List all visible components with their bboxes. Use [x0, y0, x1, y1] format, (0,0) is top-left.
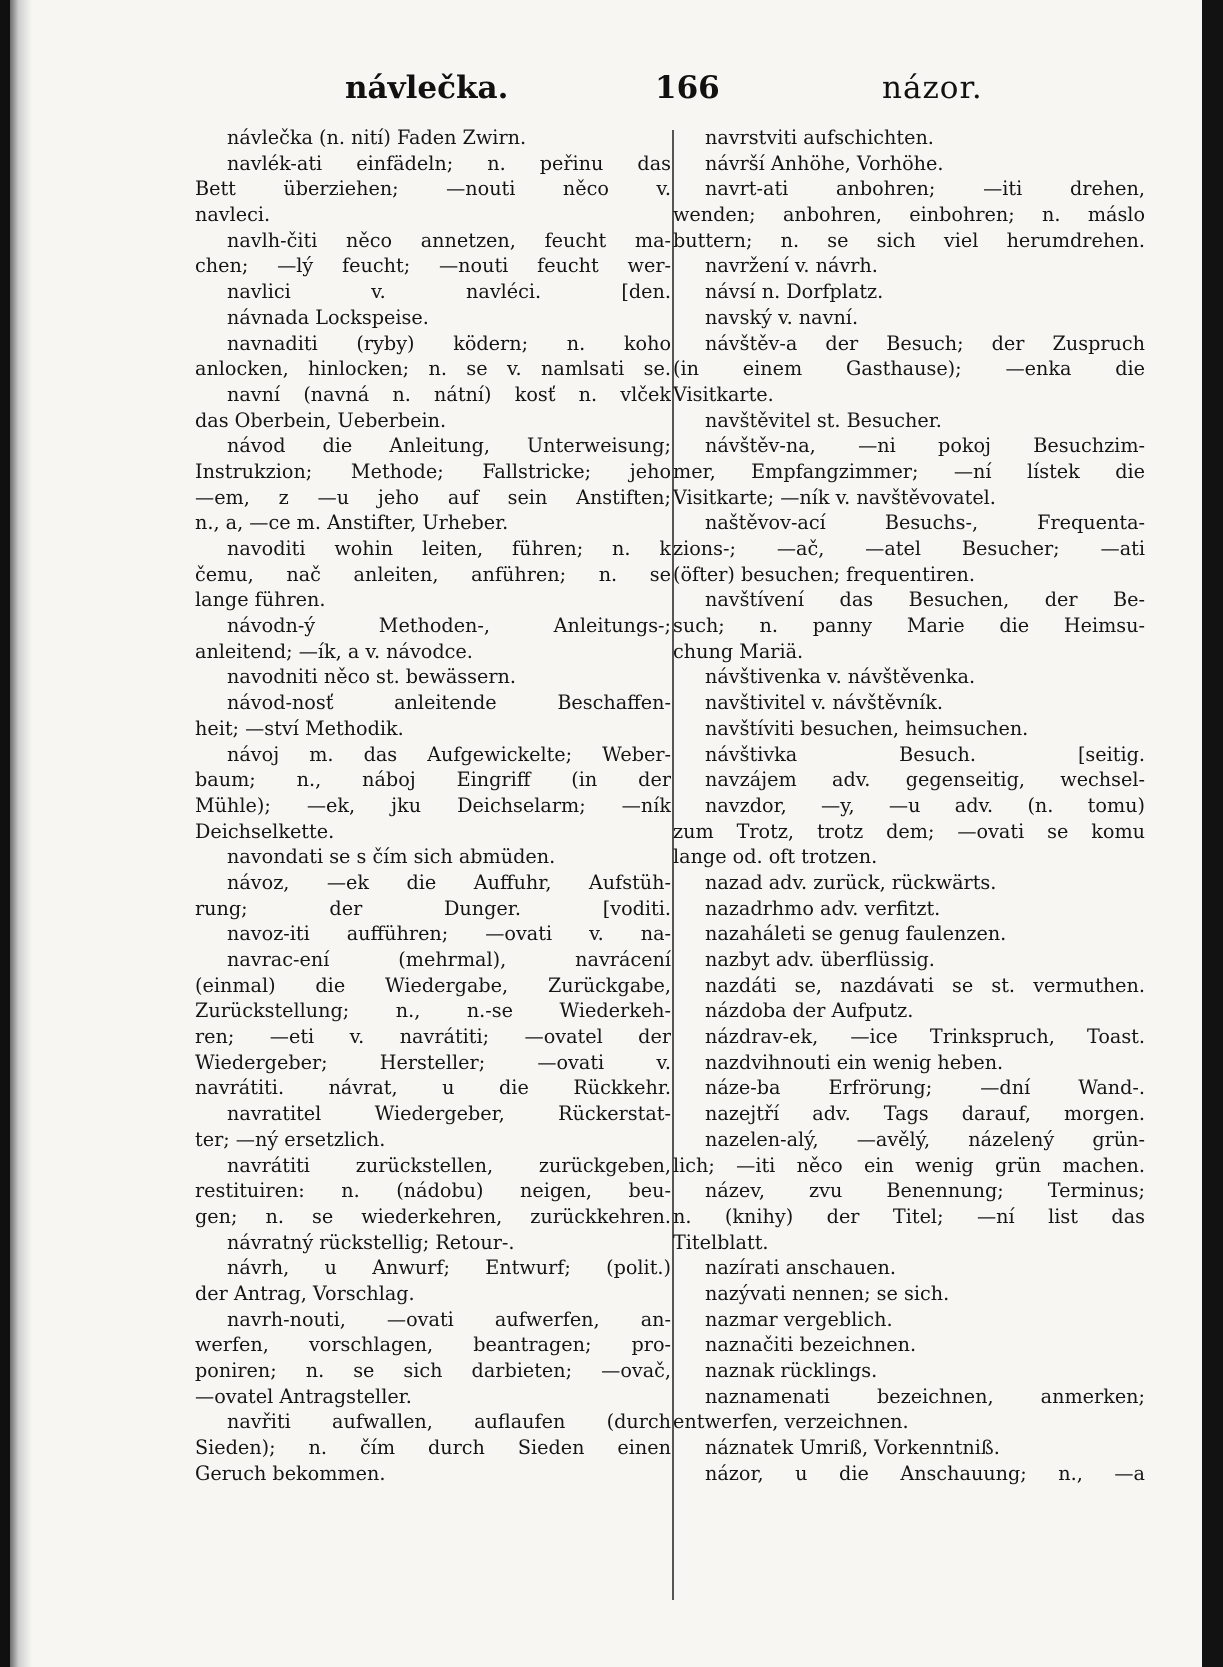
- entry-line: (einmal) die Wiedergabe, Zurückgabe,: [195, 973, 671, 997]
- entry-line: restituiren: n. (nádobu) neigen, beu-: [195, 1179, 671, 1203]
- entry-line: naznačiti bezeichnen.: [705, 1333, 917, 1357]
- entry-line: návrší Anhöhe, Vorhöhe.: [705, 151, 944, 175]
- entry-line: Visitkarte.: [673, 382, 774, 406]
- entry-line: Zurückstellung; n., n.-se Wiederkeh-: [195, 999, 671, 1023]
- entry-line: rung; der Dunger. [voditi.: [195, 896, 671, 920]
- entry-line: der Antrag, Vorschlag.: [195, 1281, 415, 1305]
- running-header: [10, 70, 1223, 110]
- entry-line: návnada Lockspeise.: [227, 305, 429, 329]
- entry-line: naštěvov-ací Besuchs-, Frequenta-: [705, 511, 1145, 535]
- entry-line: nazejtří adv. Tags darauf, morgen.: [705, 1102, 1145, 1126]
- entry-line: poniren; n. se sich darbieten; —ovač,: [195, 1359, 671, 1382]
- entry-line: navzdor, —y, —u adv. (n. tomu): [705, 793, 1145, 817]
- entry-line: Deichselkette.: [195, 819, 335, 843]
- entry-line: nazadrhmo adv. verfitzt.: [705, 896, 941, 920]
- entry-line: n. (knihy) der Titel; —ní list das: [673, 1204, 1145, 1228]
- entry-line: navrh-nouti, —ovati aufwerfen, an-: [227, 1307, 671, 1331]
- entry-line: n., a, —ce m. Anstifter, Urheber.: [195, 511, 509, 535]
- entry-line: návštěv-na, —ni pokoj Besuchzim-: [705, 434, 1145, 458]
- entry-line: Sieden); n. čím durch Sieden einen: [195, 1436, 671, 1460]
- entry-line: Geruch bekommen.: [195, 1461, 386, 1485]
- entry-line: navzájem adv. gegenseitig, wechsel-: [705, 768, 1145, 792]
- entry-line: navlici v. navléci. [den.: [227, 280, 671, 304]
- header-right-guide-word: názor.: [882, 70, 983, 106]
- entry-line: návodn-ý Methoden-, Anleitungs-;: [227, 614, 671, 638]
- entry-line: navoz-iti aufführen; —ovati v. na-: [227, 922, 671, 946]
- entry-line: lange führen.: [195, 588, 326, 612]
- entry-line: názdrav-ek, —ice Trinkspruch, Toast.: [705, 1025, 1145, 1049]
- entry-line: Bett überziehen; —nouti něco v.: [195, 177, 671, 201]
- entry-line: navrstviti aufschichten.: [705, 126, 934, 149]
- entry-line: ter; —ný ersetzlich.: [195, 1127, 386, 1151]
- entry-line: čemu, nač anleiten, anführen; n. se: [195, 562, 671, 586]
- entry-line: navratitel Wiedergeber, Rückerstat-: [227, 1102, 671, 1126]
- entry-line: (in einem Gasthause); —enka die: [673, 357, 1145, 381]
- entry-line: náznatek Umriß, Vorkenntniß.: [705, 1436, 1000, 1460]
- entry-line: navnaditi (ryby) ködern; n. koho: [227, 331, 671, 355]
- entry-line: heit; —ství Methodik.: [195, 716, 404, 740]
- entry-line: návoz, —ek die Auffuhr, Aufstüh-: [227, 870, 671, 894]
- entry-line: nazmar vergeblich.: [705, 1307, 893, 1331]
- entry-line: navní (navná n. nátní) kosť n. vlček: [227, 382, 671, 406]
- entry-line: Wiedergeber; Hersteller; —ovati v.: [195, 1050, 671, 1074]
- entry-line: anlocken, hinlocken; n. se v. namlsati se.: [195, 357, 671, 381]
- entry-line: navržení v. návrh.: [705, 254, 878, 278]
- entry-line: návoj m. das Aufgewickelte; Weber-: [227, 742, 671, 766]
- entry-line: mer, Empfangzimmer; —ní lístek die: [673, 459, 1145, 483]
- entry-line: návštivenka v. návštěvenka.: [705, 665, 976, 689]
- entry-line: naznak rücklings.: [705, 1359, 878, 1382]
- entry-line: Instrukzion; Methode; Fallstricke; jeho: [195, 459, 671, 483]
- entry-line: navštíviti besuchen, heimsuchen.: [705, 716, 1029, 740]
- header-left-guide-word: návlečka.: [345, 70, 509, 106]
- entry-line: návsí n. Dorfplatz.: [705, 280, 884, 304]
- entry-line: Mühle); —ek, jku Deichselarm; —ník: [195, 793, 671, 817]
- entry-line: zum Trotz, trotz dem; —ovati se komu: [673, 819, 1145, 843]
- entry-line: náze-ba Erfrörung; —dní Wand-.: [705, 1076, 1145, 1100]
- entry-line: návod die Anleitung, Unterweisung;: [227, 434, 671, 458]
- entry-line: das Oberbein, Ueberbein.: [195, 408, 447, 432]
- entry-line: ren; —eti v. navrátiti; —ovatel der: [195, 1025, 671, 1049]
- entry-line: navlék-ati einfädeln; n. peřinu das: [227, 151, 671, 175]
- entry-line: nazelen-alý, —avělý, názelený grün-: [705, 1127, 1145, 1151]
- entry-line: naznamenati bezeichnen, anmerken;: [705, 1384, 1145, 1408]
- entry-line: navský v. navní.: [705, 305, 859, 329]
- entry-line: entwerfen, verzeichnen.: [673, 1410, 909, 1434]
- entry-line: navleci.: [195, 203, 271, 227]
- entry-line: lich; —iti něco ein wenig grün machen.: [673, 1153, 1145, 1177]
- page-number: 166: [655, 70, 720, 106]
- dictionary-page: [10, 0, 1202, 1667]
- entry-line: (öfter) besuchen; frequentiren.: [673, 562, 975, 586]
- entry-line: navštěvitel st. Besucher.: [705, 408, 942, 432]
- entry-line: navrátiti. návrat, u die Rückkehr.: [195, 1076, 671, 1100]
- entry-line: anleitend; —ík, a v. návodce.: [195, 639, 473, 663]
- entry-line: název, zvu Benennung; Terminus;: [705, 1179, 1145, 1203]
- entry-line: názor, u die Anschauung; n., —a: [705, 1461, 1145, 1485]
- entry-line: Titelblatt.: [673, 1230, 769, 1254]
- entry-line: —ovatel Antragsteller.: [195, 1384, 412, 1408]
- entry-line: navondati se s čím sich abmüden.: [227, 845, 556, 869]
- entry-line: baum; n., náboj Eingriff (in der: [195, 768, 671, 792]
- entry-line: navřiti aufwallen, auflaufen (durch: [227, 1410, 671, 1434]
- entry-line: návrh, u Anwurf; Entwurf; (polit.): [227, 1256, 671, 1280]
- entry-line: názdoba der Aufputz.: [705, 999, 914, 1023]
- left-column: [195, 125, 671, 1486]
- entry-line: navštívení das Besuchen, der Be-: [705, 588, 1145, 612]
- entry-line: nazaháleti se genug faulenzen.: [705, 922, 1007, 946]
- entry-line: such; n. panny Marie die Heimsu-: [673, 614, 1145, 638]
- entry-line: návod-nosť anleitende Beschaffen-: [227, 691, 671, 715]
- entry-line: navrt-ati anbohren; —iti drehen,: [705, 177, 1145, 201]
- entry-line: navlh-čiti něco annetzen, feucht ma-: [227, 228, 671, 252]
- entry-line: werfen, vorschlagen, beantragen; pro-: [195, 1333, 671, 1357]
- entry-line: gen; n. se wiederkehren, zurückkehren.: [195, 1204, 671, 1228]
- entry-line: navštivitel v. návštěvník.: [705, 691, 943, 715]
- entry-line: chen; —lý feucht; —nouti feucht wer-: [195, 254, 671, 278]
- entry-line: navrac-ení (mehrmal), navrácení: [227, 948, 671, 971]
- entry-line: —em, z —u jeho auf sein Anstiften;: [195, 485, 671, 509]
- entry-line: Visitkarte; —ník v. navštěvovatel.: [673, 485, 996, 509]
- entry-line: wenden; anbohren, einbohren; n. máslo: [673, 203, 1145, 227]
- entry-line: nazdvihnouti ein wenig heben.: [705, 1050, 1004, 1074]
- right-column: [673, 125, 1145, 1486]
- entry-line: návštivka Besuch. [seitig.: [705, 742, 1145, 766]
- entry-line: buttern; n. se sich viel herumdrehen.: [673, 228, 1145, 252]
- entry-line: navrátiti zurückstellen, zurückgeben,: [227, 1153, 671, 1177]
- entry-line: navodniti něco st. bewässern.: [227, 665, 516, 689]
- entry-line: lange od. oft trotzen.: [673, 845, 878, 869]
- entry-line: nazdáti se, nazdávati se st. vermuthen.: [705, 973, 1145, 997]
- entry-line: návratný rückstellig; Retour-.: [227, 1230, 515, 1254]
- entry-line: návštěv-a der Besuch; der Zuspruch: [705, 331, 1145, 355]
- entry-line: nazad adv. zurück, rückwärts.: [705, 870, 997, 894]
- entry-line: nazývati nennen; se sich.: [705, 1281, 950, 1305]
- entry-line: navoditi wohin leiten, führen; n. k: [227, 537, 671, 560]
- entry-line: zions-; —ač, —atel Besucher; —ati: [673, 537, 1145, 560]
- entry-line: nazbyt adv. überflüssig.: [705, 948, 935, 971]
- entry-line: návlečka (n. nití) Faden Zwirn.: [227, 126, 527, 149]
- entry-line: nazírati anschauen.: [705, 1256, 896, 1280]
- scan-edge: [1202, 0, 1223, 1667]
- entry-line: chung Mariä.: [673, 639, 804, 663]
